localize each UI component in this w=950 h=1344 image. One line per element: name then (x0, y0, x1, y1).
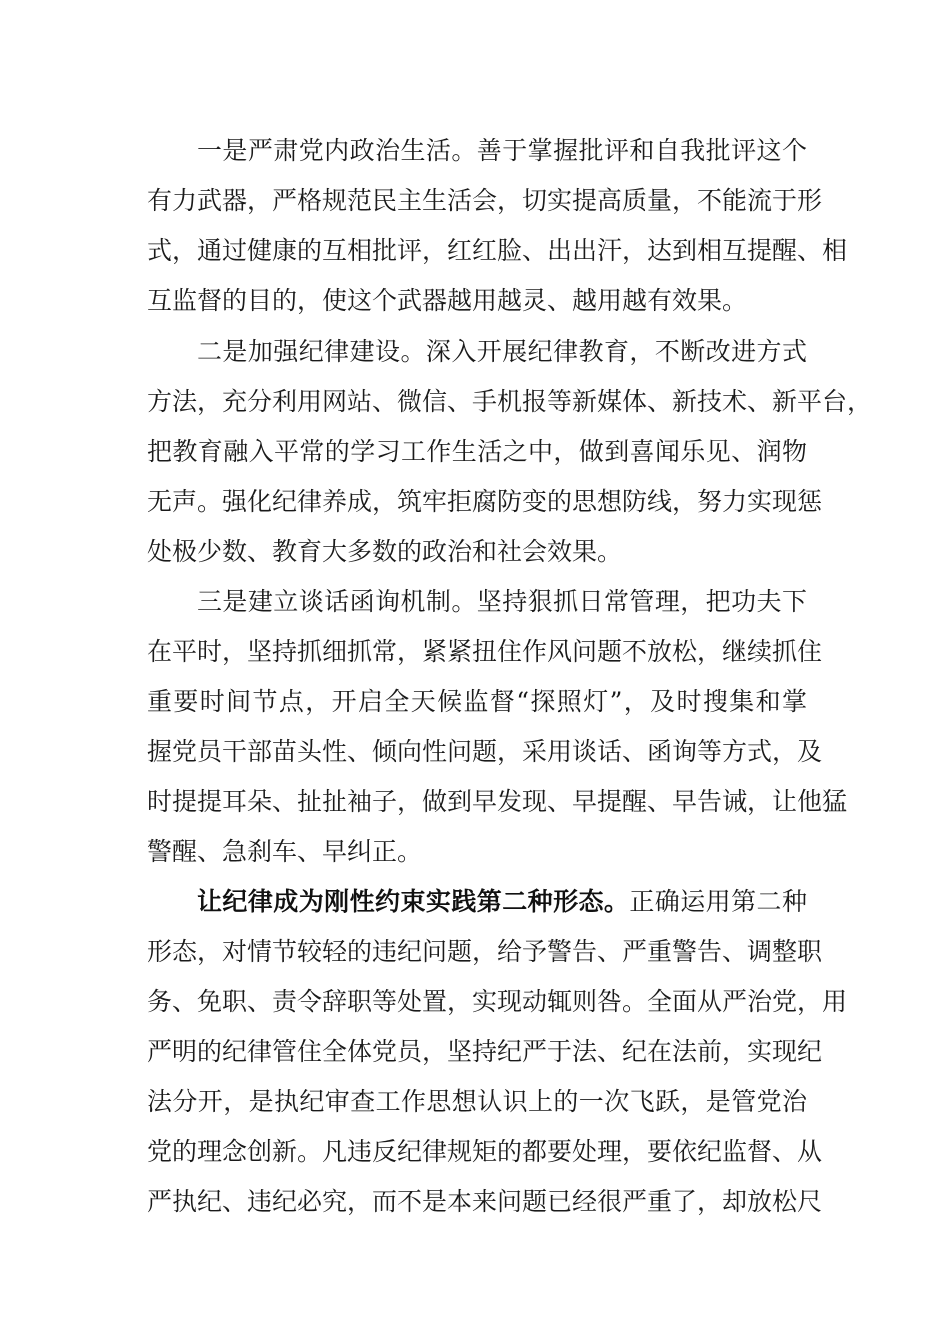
paragraph-1-line-2: 有力武器，严格规范民主生活会，切实提高质量，不能流于形 (147, 186, 823, 215)
paragraph-3-line-1: 三是建立谈话函询机制。坚持狠抓日常管理，把功夫下 (197, 587, 807, 616)
paragraph-2-line-3: 把教育融入平常的学习工作生活之中，做到喜闻乐见、润物 (147, 437, 807, 466)
paragraph-4-line-2: 形态，对情节较轻的违纪问题，给予警告、严重警告、调整职 (147, 937, 823, 966)
paragraph-4-line-7: 严执纪、违纪必究，而不是本来问题已经很严重了，却放松尺 (147, 1187, 823, 1216)
paragraph-2-line-4: 无声。强化纪律养成，筑牢拒腐防变的思想防线，努力实现惩 (147, 487, 823, 516)
paragraph-4-line-1-rest: 正确运用第二种 (629, 887, 807, 916)
paragraph-3-line-4: 握党员干部苗头性、倾向性问题，采用谈话、函询等方式，及 (147, 737, 823, 766)
paragraph-4-line-5: 法分开，是执纪审查工作思想认识上的一次飞跃，是管党治 (147, 1087, 807, 1116)
paragraph-2-line-5: 处极少数、教育大多数的政治和社会效果。 (147, 537, 623, 566)
paragraph-4-line-4: 严明的纪律管住全体党员，坚持纪严于法、纪在法前，实现纪 (147, 1037, 823, 1066)
paragraph-2-line-1: 二是加强纪律建设。深入开展纪律教育，不断改进方式 (197, 337, 807, 366)
paragraph-3-line-5: 时提提耳朵、扯扯袖子，做到早发现、早提醒、早告诫，让他猛 (147, 787, 848, 816)
section-heading: 让纪律成为刚性约束实践第二种形态。 (197, 887, 630, 916)
paragraph-3-line-6: 警醒、急刹车、早纠正。 (147, 837, 423, 866)
paragraph-3-line-2: 在平时，坚持抓细抓常，紧紧扭住作风问题不放松，继续抓住 (147, 637, 823, 666)
paragraph-1-line-4: 互监督的目的，使这个武器越用越灵、越用越有效果。 (147, 286, 748, 315)
paragraph-3-line-3: 重要时间节点，开启全天候监督“探照灯”，及时搜集和掌 (147, 687, 807, 716)
paragraph-1-line-3: 式，通过健康的互相批评，红红脸、出出汗，达到相互提醒、相 (147, 236, 848, 265)
paragraph-4-line-1 (197, 882, 807, 922)
paragraph-4-line-3: 务、免职、责令辞职等处置，实现动辄则咎。全面从严治党，用 (147, 987, 848, 1016)
paragraph-2-line-2: 方法，充分利用网站、微信、手机报等新媒体、新技术、新平台， (147, 387, 873, 416)
paragraph-1-line-1: 一是严肃党内政治生活。善于掌握批评和自我批评这个 (197, 136, 807, 165)
paragraph-4-line-6: 党的理念创新。凡违反纪律规矩的都要处理，要依纪监督、从 (147, 1137, 823, 1166)
